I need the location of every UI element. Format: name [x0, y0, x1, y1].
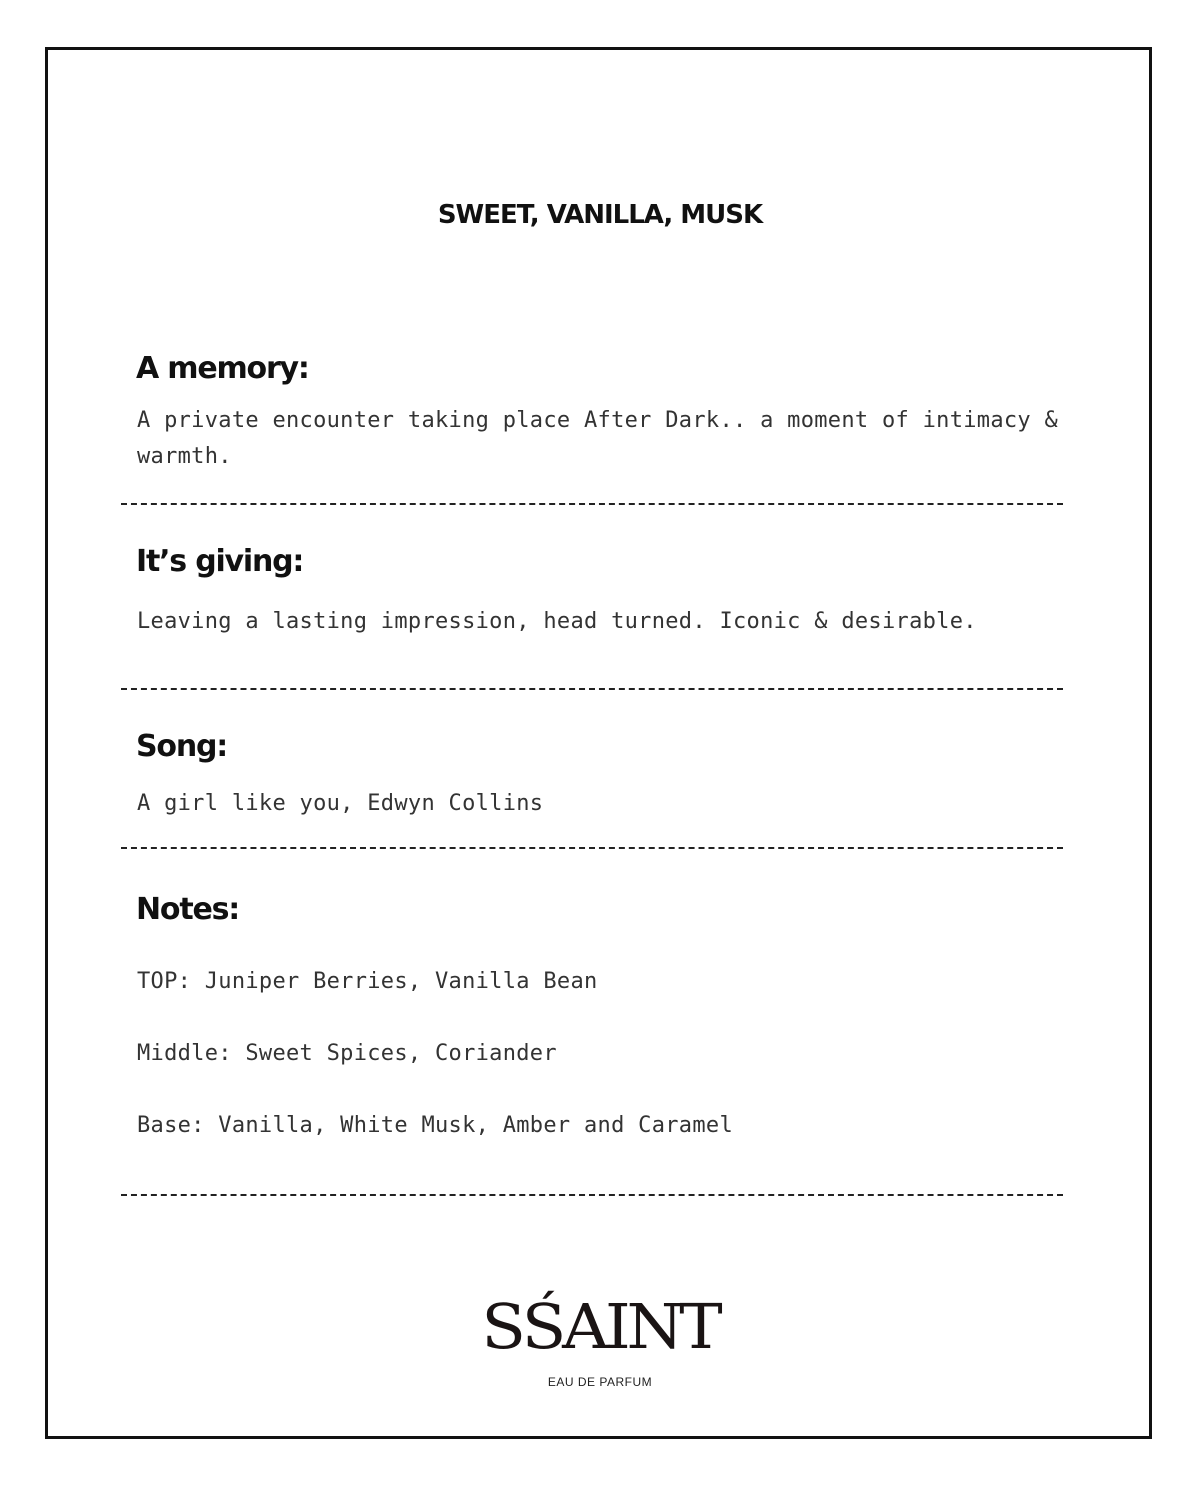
divider [121, 1194, 1063, 1196]
brand-logo: SŚAINT [481, 1290, 719, 1363]
memory-line-2: warmth. [137, 444, 232, 469]
divider [121, 503, 1063, 505]
page-title: SWEET, VANILLA, MUSK [437, 200, 763, 230]
song-heading: Song: [136, 729, 228, 764]
divider [121, 847, 1063, 849]
memory-line-1: A private encounter taking place After Dark.. a moment of intimacy & [137, 408, 1059, 433]
notes-base: Base: Vanilla, White Musk, Amber and Caramel [137, 1113, 733, 1138]
brand-logo-wrap [0, 1290, 1200, 1363]
notes-middle: Middle: Sweet Spices, Coriander [137, 1041, 557, 1066]
notes-top: TOP: Juniper Berries, Vanilla Bean [137, 969, 598, 994]
giving-heading: It’s giving: [136, 544, 304, 579]
brand-subtitle: EAU DE PARFUM [547, 1375, 653, 1389]
divider [121, 688, 1063, 690]
memory-heading: A memory: [136, 351, 309, 386]
song-line-1: A girl like you, Edwyn Collins [137, 791, 544, 816]
giving-line-1: Leaving a lasting impression, head turned. Iconic & desirable. [137, 609, 977, 634]
notes-heading: Notes: [136, 892, 240, 927]
